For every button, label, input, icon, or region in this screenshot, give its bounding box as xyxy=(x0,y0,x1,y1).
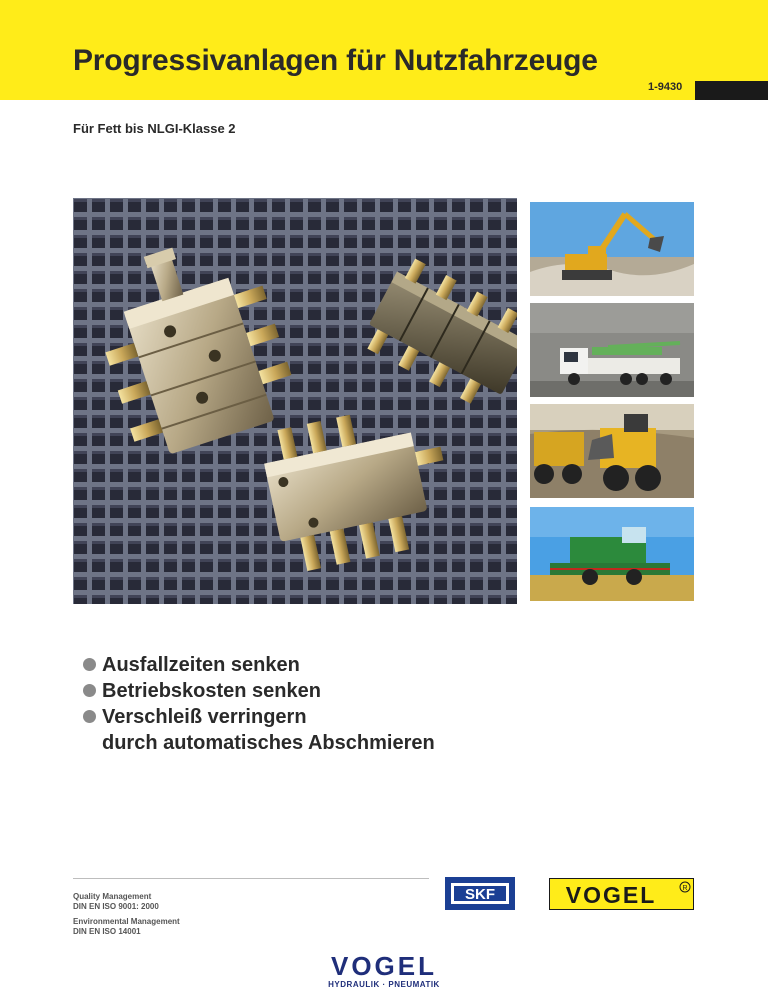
list-item xyxy=(83,678,435,704)
photo-excavator xyxy=(530,202,694,296)
quality-standard: DIN EN ISO 9001: 2000 xyxy=(73,902,159,911)
photo-concrete-pump xyxy=(530,303,694,397)
certifications xyxy=(73,892,180,937)
photo-combine-harvester xyxy=(530,507,694,601)
footer-divider xyxy=(73,878,429,879)
bullet-icon xyxy=(83,710,96,723)
environment-standard: DIN EN ISO 14001 xyxy=(73,927,141,936)
black-tab xyxy=(695,81,768,100)
vogel-box-text: VOGEL xyxy=(565,882,657,908)
photo-wheel-loader xyxy=(530,404,694,498)
document-number: 1-9430 xyxy=(648,81,683,93)
bullet-list xyxy=(83,652,435,756)
main-photo xyxy=(73,198,517,604)
quality-label: Quality Management xyxy=(73,892,152,901)
bullet-text: Ausfallzeiten senken xyxy=(102,654,300,676)
vogel-box-logo xyxy=(549,878,694,910)
skf-logo-text: SKF xyxy=(465,886,495,903)
bullet-text-continued: durch automatisches Abschmieren xyxy=(102,732,435,754)
bullet-text: Betriebskosten senken xyxy=(102,680,321,702)
bullet-text: Verschleiß verringern xyxy=(102,706,307,728)
list-item xyxy=(83,704,435,756)
bullet-icon xyxy=(83,658,96,671)
header-band xyxy=(0,0,768,100)
vogel-main-logo xyxy=(313,953,455,989)
vogel-main-text: VOGEL xyxy=(330,953,438,981)
page-title: Progressivanlagen für Nutzfahrzeuge xyxy=(73,44,598,77)
vogel-tagline: HYDRAULIK · PNEUMATIK xyxy=(328,980,440,989)
svg-text:R: R xyxy=(682,885,688,892)
environment-label: Environmental Management xyxy=(73,917,180,926)
bullet-icon xyxy=(83,684,96,697)
page-subtitle: Für Fett bis NLGI-Klasse 2 xyxy=(73,121,236,136)
list-item xyxy=(83,652,435,678)
skf-logo xyxy=(445,877,515,910)
